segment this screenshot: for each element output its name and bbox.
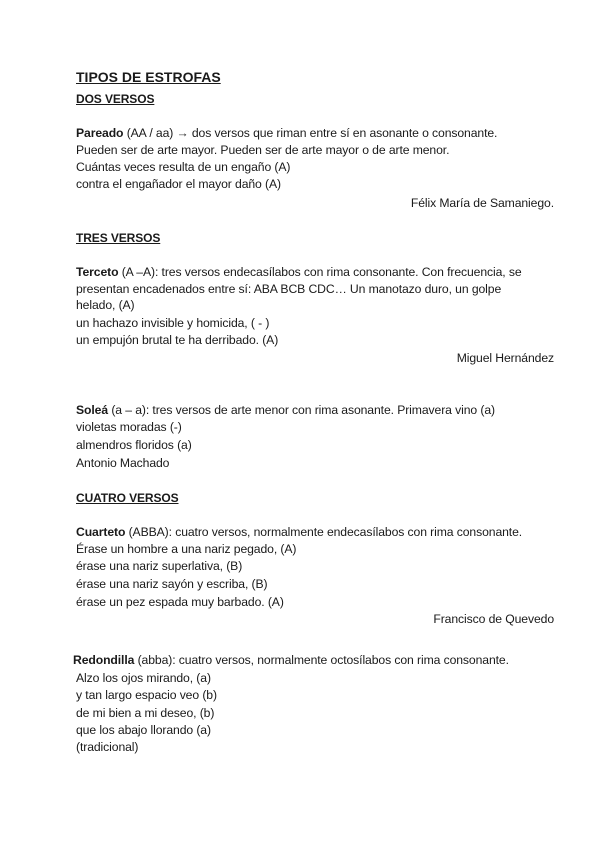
verse-line: érase un pez espada muy barbado. (A) bbox=[76, 595, 284, 609]
verse-line: Alzo los ojos mirando, (a) bbox=[76, 671, 211, 685]
term-solea: Soleá bbox=[76, 403, 109, 417]
verse-line: almendros floridos (a) bbox=[76, 438, 192, 452]
author-samaniego: Félix María de Samaniego. bbox=[410, 196, 554, 210]
verse-line: un empujón brutal te ha derribado. (A) bbox=[76, 333, 279, 347]
verse-line: violetas moradas (-) bbox=[76, 420, 182, 434]
section-heading-tres-versos: TRES VERSOS bbox=[76, 231, 161, 245]
page-title: TIPOS DE ESTROFAS bbox=[76, 69, 221, 85]
author-machado: Antonio Machado bbox=[76, 456, 170, 470]
verse-line: érase una nariz superlativa, (B) bbox=[76, 559, 243, 573]
solea-definition bbox=[76, 402, 495, 418]
pareado-line-2: Pueden ser de arte mayor. Pueden ser de arte mayor o de arte menor. bbox=[76, 143, 450, 157]
term-redondilla: Redondilla bbox=[73, 653, 135, 667]
cuarteto-desc: (ABBA): cuatro versos, normalmente endecasílabos con rima consonante. bbox=[125, 525, 523, 539]
verse-line: Cuántas veces resulta de un engaño (A) bbox=[76, 160, 291, 174]
cuarteto-definition bbox=[76, 524, 522, 540]
verse-line: contra el engañador el mayor daño (A) bbox=[76, 177, 281, 191]
pareado-definition bbox=[76, 125, 497, 141]
section-heading-dos-versos: DOS VERSOS bbox=[76, 92, 155, 106]
verse-line: Érase un hombre a una nariz pegado, (A) bbox=[76, 542, 297, 556]
terceto-line-3: helado, (A) bbox=[76, 298, 135, 312]
term-pareado: Pareado bbox=[76, 126, 124, 140]
section-heading-cuatro-versos: CUATRO VERSOS bbox=[76, 491, 179, 505]
redondilla-definition bbox=[73, 652, 509, 668]
source-note: (tradicional) bbox=[76, 740, 139, 754]
author-quevedo: Francisco de Quevedo bbox=[433, 612, 554, 626]
verse-line: érase una nariz sayón y escriba, (B) bbox=[76, 577, 268, 591]
redondilla-desc: (abba): cuatro versos, normalmente octosílabos con rima consonante. bbox=[134, 653, 509, 667]
verse-line: que los abajo llorando (a) bbox=[76, 723, 211, 737]
author-hernandez: Miguel Hernández bbox=[456, 351, 554, 365]
term-terceto: Terceto bbox=[76, 265, 119, 279]
term-cuarteto: Cuarteto bbox=[76, 525, 126, 539]
terceto-line-1: (A –A): tres versos endecasílabos con rima consonante. Con frecuencia, se bbox=[118, 265, 522, 279]
solea-desc: (a – a): tres versos de arte menor con rima asonante. Primavera vino (a) bbox=[108, 403, 495, 417]
verse-line: y tan largo espacio veo (b) bbox=[76, 688, 217, 702]
terceto-line-2: presentan encadenados entre sí: ABA BCB CDC… Un manotazo duro, un golpe bbox=[76, 282, 502, 296]
terceto-definition bbox=[76, 264, 522, 280]
pareado-desc: (AA / aa) → dos versos que riman entre sí en asonante o consonante. bbox=[123, 126, 498, 140]
verse-line: un hachazo invisible y homicida, ( - ) bbox=[76, 316, 270, 330]
verse-line: de mi bien a mi deseo, (b) bbox=[76, 706, 215, 720]
